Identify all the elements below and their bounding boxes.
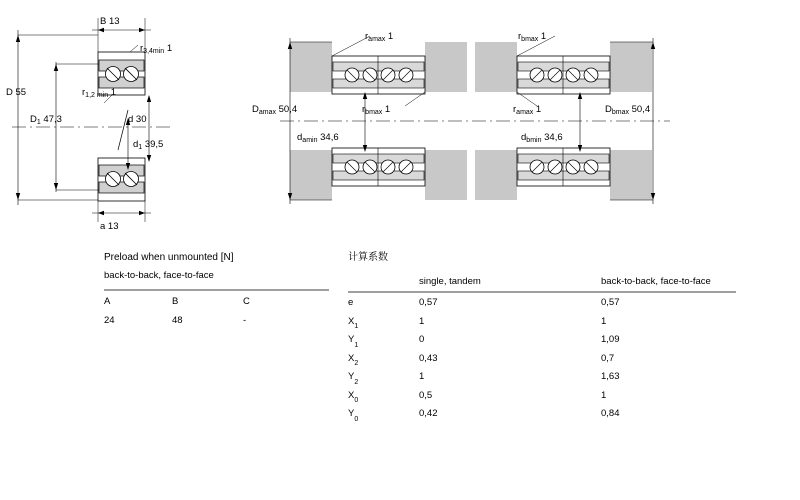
label-rbmax-top: $r_{bmax}$ 1 [518, 31, 547, 43]
factor-name-y1: $Y_1$ [348, 334, 359, 349]
factor-single-e: 0,57 [419, 297, 438, 308]
factor-name-x1: $X_1$ [348, 315, 359, 331]
factor-btb-y0: 0,84 [601, 408, 620, 419]
factor-btb-x1: 1 [601, 315, 607, 327]
factor-single-y1: 0 [419, 334, 425, 345]
factor-name-y0: $Y_0$ [348, 408, 359, 423]
factor-name-x0: $X_0$ [348, 389, 359, 405]
label-ramax-top: $r_{amax}$ 1 [365, 31, 394, 43]
preload-val-A: 24 [104, 315, 115, 326]
label-a: a 13 [100, 221, 119, 232]
preload-col-C: C [243, 296, 250, 307]
factor-btb-y1: 1,09 [601, 334, 620, 345]
label-D: D 55 [6, 87, 27, 98]
factor-name-y2: $Y_2$ [348, 371, 359, 386]
label-d: d 30 [128, 114, 147, 125]
factors-col-btb: back-to-back, face-to-face [601, 276, 711, 287]
factor-name-x2: $X_2$ [348, 352, 359, 368]
label-d1: $d_1$ 39,5 [133, 139, 164, 151]
preload-col-B: B [172, 296, 179, 307]
preload-table-subtitle: back-to-back, face-to-face [104, 270, 214, 281]
label-r34min: $r_{3,4min}$ 1 [140, 43, 173, 55]
factor-btb-x2: 0,7 [601, 352, 615, 364]
label-ramax-mid: $r_{amax}$ 1 [513, 104, 542, 116]
label-D1: $D_1$ 47,3 [30, 114, 62, 126]
label-Dbmax: $D_{bmax}$ 50,4 [605, 104, 651, 116]
factor-btb-x0: 1 [601, 389, 607, 401]
factor-single-x2: 0,43 [419, 352, 438, 364]
factor-single-x0: 0,5 [419, 389, 433, 401]
right-mounting-drawing [270, 0, 750, 240]
label-r12min: $r_{1,2 min}$ 1 [82, 87, 117, 99]
preload-val-C: - [243, 315, 247, 326]
preload-table-title: Preload when unmounted [N] [104, 252, 234, 263]
factor-name-e: e [348, 297, 354, 308]
factor-btb-y2: 1,63 [601, 371, 620, 382]
factors-col-single: single, tandem [419, 276, 481, 287]
factors-table-rule [348, 290, 748, 294]
preload-table-rule [104, 288, 344, 292]
factor-single-x1: 1 [419, 315, 425, 327]
factor-single-y0: 0,42 [419, 408, 438, 419]
label-B: B 13 [100, 16, 120, 27]
factor-single-y2: 1 [419, 371, 425, 382]
label-damin: $d_{amin}$ 34,6 [297, 132, 339, 144]
label-rbmax-mid: $r_{bmax}$ 1 [362, 104, 391, 116]
factor-btb-e: 0,57 [601, 297, 620, 308]
preload-val-B: 48 [172, 315, 183, 326]
preload-col-A: A [104, 296, 111, 307]
label-Damax: $D_{amax}$ 50,4 [252, 104, 298, 116]
factors-table-title: 计算系数 [348, 252, 388, 263]
label-dbmin: $d_{bmin}$ 34,6 [521, 132, 563, 144]
